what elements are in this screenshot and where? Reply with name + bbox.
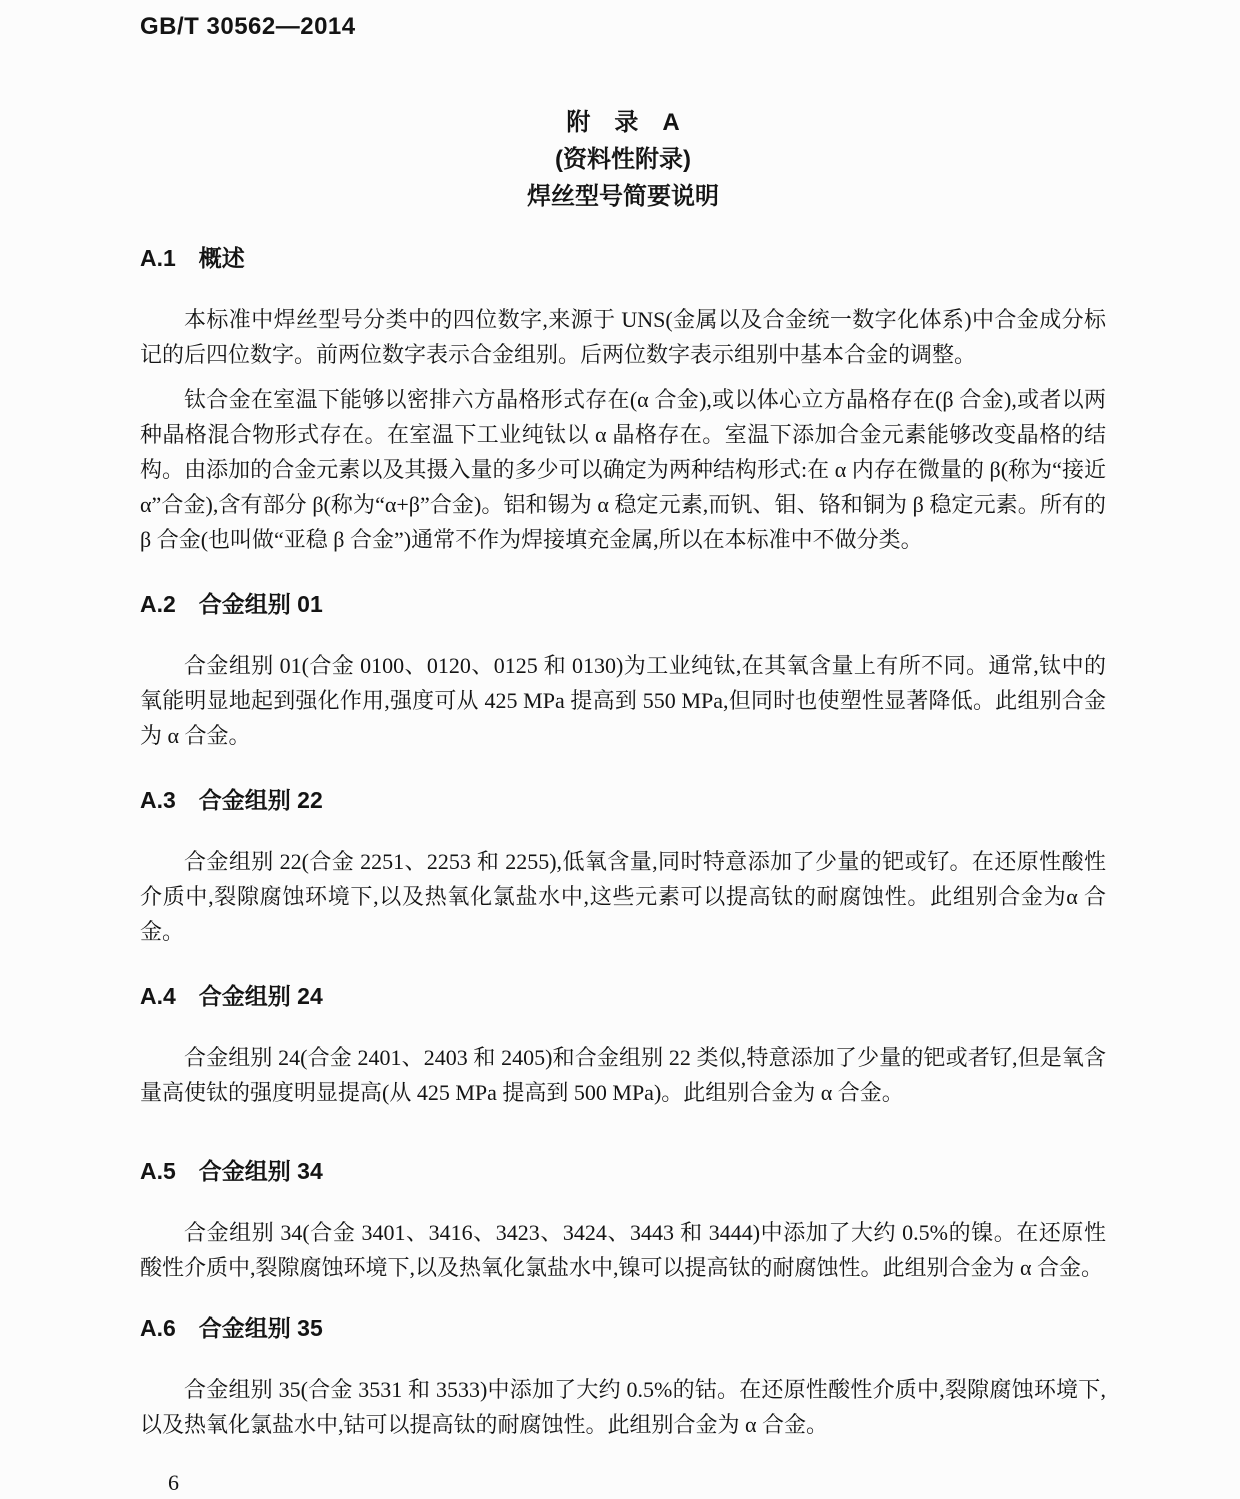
section-a6 [140,1311,1106,1442]
section-a1 [140,241,1106,557]
paragraph: 合金组别 22(合金 2251、2253 和 2255),低氧含量,同时特意添加了少量的钯或钌。在还原性酸性介质中,裂隙腐蚀环境下,以及热氧化氯盐水中,这些元素可以提高钛的耐腐蚀性。此组别合金为α 合金。 [140,849,1106,944]
section-a3 [140,783,1106,949]
page-content [140,0,1106,1442]
paragraph: 合金组别 35(合金 3531 和 3533)中添加了大约 0.5%的钴。在还原性酸性介质中,裂隙腐蚀环境下,以及热氧化氯盐水中,钴可以提高钛的耐腐蚀性。此组别合金为 α 合金。 [140,1377,1106,1437]
standard-number: GB/T 30562—2014 [140,13,356,40]
appendix-title-block [140,104,1106,215]
paragraph: 本标准中焊丝型号分类中的四位数字,来源于 UNS(金属以及合金统一数字化体系)中合金成分标记的后四位数字。前两位数字表示合金组别。后两位数字表示组别中基本合金的调整。 [140,307,1106,367]
page-number: 6 [168,1470,179,1495]
paragraph: 合金组别 24(合金 2401、2403 和 2405)和合金组别 22 类似,特意添加了少量的钯或者钌,但是氧含量高使钛的强度明显提高(从 425 MPa 提高到 500 MPa)。此组别合金为 α 合金。 [140,1045,1106,1105]
paragraph: 合金组别 01(合金 0100、0120、0125 和 0130)为工业纯钛,在其氧含量上有所不同。通常,钛中的氧能明显地起到强化作用,强度可从 425 MPa 提高到 550 MPa,但同时也使塑性显著降低。此组别合金为 α 合金。 [140,653,1106,748]
section-a2 [140,587,1106,753]
section-heading-a2: A.2 合金组别 01 [140,591,323,617]
paragraph: 合金组别 34(合金 3401、3416、3423、3424、3443 和 3444)中添加了大约 0.5%的镍。在还原性酸性介质中,裂隙腐蚀环境下,以及热氧化氯盐水中,镍可以提高钛的耐腐蚀性。此组别合金为 α 合金。 [140,1220,1106,1280]
appendix-title: 附 录 A [566,109,680,136]
paragraph: 钛合金在室温下能够以密排六方晶格形式存在(α 合金),或以体心立方晶格存在(β 合金),或者以两种晶格混合物形式存在。在室温下工业纯钛以 α 晶格存在。室温下添加合金元素能够改变晶格的结构。由添加的合金元素以及其摄入量的多少可以确定为两种结构形式:在 α 内存在微量的 β(称为“接近 α”合金),含有部分 β(称为“α+β”合金)。铝和锡为 α 稳定元素,而钒、钼、铬和铜为 β 稳定元素。所有的 β 合金(也叫做“亚稳 β 合金”)通常不作为焊接填充金属,所以在本标准中不做分类。 [140,387,1106,552]
section-heading-a5: A.5 合金组别 34 [140,1158,323,1184]
section-heading-a3: A.3 合金组别 22 [140,787,323,813]
section-heading-a6: A.6 合金组别 35 [140,1315,323,1341]
appendix-type: (资料性附录) [555,146,691,173]
section-heading-a1: A.1 概述 [140,245,245,271]
section-heading-a4: A.4 合金组别 24 [140,983,323,1009]
section-a5 [140,1154,1106,1285]
appendix-subject: 焊丝型号简要说明 [527,183,719,210]
section-a4 [140,979,1106,1110]
